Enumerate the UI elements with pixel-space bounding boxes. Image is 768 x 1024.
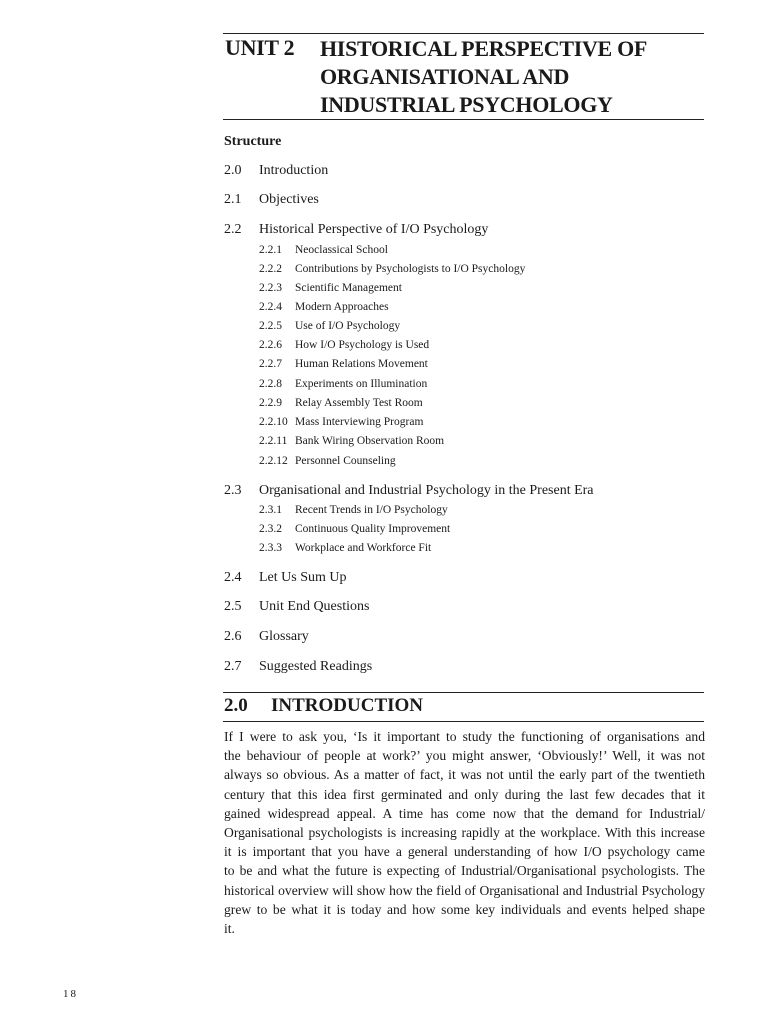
toc-subitem-label: Modern Approaches [295, 301, 389, 313]
toc-subitem-number: 2.2.12 [259, 455, 288, 467]
toc-item-number: 2.3 [224, 483, 242, 498]
toc-subitem [259, 378, 427, 390]
toc-item-label: Historical Perspective of I/O Psychology [259, 222, 489, 237]
toc-subitem [259, 542, 431, 554]
paragraph-line: historical overview will show how the field of Organisational and Industrial Psychology [224, 882, 705, 898]
title-bottom-rule [223, 119, 704, 120]
toc-subitem-label: Contributions by Psychologists to I/O Psychology [295, 263, 526, 275]
paragraph-line: century that this idea first germinated and only during the last few decades that it [224, 786, 705, 802]
toc-subitem-label: Personnel Counseling [295, 455, 396, 467]
paragraph-line: always so obvious. As a matter of fact, it was not until the early part of the twentieth [224, 767, 705, 783]
toc-item-number: 2.6 [224, 629, 242, 644]
toc-subitem-number: 2.3.1 [259, 504, 282, 516]
toc-subitem-label: Human Relations Movement [295, 358, 428, 370]
introduction-paragraph [224, 727, 705, 938]
toc-subitem-number: 2.2.8 [259, 378, 282, 390]
toc-subitem [259, 263, 525, 275]
paragraph-line: the behaviour of people at work?’ you might answer, ‘Obviously!’ Well, it was not [224, 748, 705, 764]
toc-subitem-label: Use of I/O Psychology [295, 320, 401, 332]
toc-item [224, 192, 319, 208]
toc-item-label: Glossary [259, 629, 309, 644]
toc-subitem [259, 397, 423, 409]
toc-subitem-label: Bank Wiring Observation Room [295, 435, 445, 447]
unit-title-line: INDUSTRIAL PSYCHOLOGY [320, 92, 613, 117]
toc-item-number: 2.2 [224, 222, 242, 237]
toc-item [224, 163, 328, 179]
toc-subitem-number: 2.3.2 [259, 523, 282, 535]
toc-item [224, 570, 347, 586]
toc-subitem-label: Scientific Management [295, 282, 402, 294]
toc-subitem [259, 301, 389, 313]
toc-subitem-number: 2.2.3 [259, 282, 282, 294]
toc-subitem-number: 2.2.7 [259, 358, 282, 370]
toc-subitem [259, 455, 396, 467]
toc-subitem-label: How I/O Psychology is Used [295, 339, 430, 351]
toc-item-number: 2.4 [224, 570, 242, 585]
toc-subitem-number: 2.2.10 [259, 416, 288, 428]
toc-item [224, 659, 372, 675]
toc-subitem-number: 2.2.2 [259, 263, 282, 275]
toc-subitem-label: Mass Interviewing Program [295, 416, 424, 428]
paragraph-line: gained widespread appeal. A time has come now that the demand for Industrial/ [224, 805, 705, 821]
toc-subitem-number: 2.3.3 [259, 542, 282, 554]
paragraph-line: If I were to ask you, ‘Is it important to study the functioning of organisations and [224, 729, 705, 744]
toc-subitem-number: 2.2.4 [259, 301, 282, 313]
paragraph-line: Organisational psychologists is increasing rapidly at the workplace. With this increase [224, 825, 705, 841]
toc-item [224, 629, 309, 645]
toc-subitem-number: 2.2.9 [259, 397, 282, 409]
toc-item-label: Let Us Sum Up [259, 570, 347, 585]
section-top-rule [223, 692, 704, 693]
toc-subitem-label: Relay Assembly Test Room [295, 397, 423, 409]
toc-item-label: Introduction [259, 163, 329, 178]
toc-item [224, 483, 594, 499]
unit-label: UNIT 2 [225, 35, 295, 60]
toc-subitem [259, 320, 400, 332]
toc-item-label: Suggested Readings [259, 659, 373, 674]
toc-subitem-label: Neoclassical School [295, 244, 388, 256]
toc-subitem-number: 2.2.1 [259, 244, 282, 256]
paragraph-line: grew to be what it is today and how some key individuals and events helped shape [224, 901, 705, 917]
toc-subitem-label: Workplace and Workforce Fit [295, 542, 432, 554]
toc-subitem-label: Experiments on Illumination [295, 378, 428, 390]
toc-item-label: Unit End Questions [259, 599, 370, 614]
toc-item-number: 2.5 [224, 599, 242, 614]
paragraph-line: it is important that you have a general understanding of how I/O psychology came [224, 844, 705, 860]
unit-title-line: ORGANISATIONAL AND [320, 64, 570, 89]
toc-item-label: Objectives [259, 192, 319, 207]
toc-subitem-number: 2.2.6 [259, 339, 282, 351]
section-bottom-rule [223, 721, 704, 722]
paragraph-line: to be and what the future is expecting of Industrial/Organisational psychologists. The [224, 863, 705, 879]
page-number: 18 [63, 988, 78, 1000]
toc-item [224, 222, 488, 238]
section-title: INTRODUCTION [271, 695, 424, 716]
toc-subitem-number: 2.2.5 [259, 320, 282, 332]
toc-item [224, 599, 369, 615]
toc-subitem [259, 435, 444, 447]
toc-subitem [259, 416, 423, 428]
toc-subitem [259, 339, 429, 351]
toc-subitem [259, 504, 448, 516]
top-rule [223, 33, 704, 34]
unit-title [320, 35, 710, 119]
toc-subitem [259, 282, 402, 294]
toc-subitem [259, 523, 450, 535]
toc-item-number: 2.1 [224, 192, 242, 207]
paragraph-line: it. [224, 921, 235, 937]
toc-item-label: Organisational and Industrial Psychology in the Present Era [259, 483, 594, 498]
toc-item-number: 2.7 [224, 659, 242, 674]
toc-subitem [259, 358, 428, 370]
toc-item-number: 2.0 [224, 163, 242, 178]
toc-subitem-label: Continuous Quality Improvement [295, 523, 451, 535]
toc-subitem [259, 244, 388, 256]
toc-subitem-number: 2.2.11 [259, 435, 288, 447]
toc-subitem-label: Recent Trends in I/O Psychology [295, 504, 448, 516]
section-number: 2.0 [224, 695, 248, 716]
structure-heading: Structure [224, 134, 282, 149]
unit-title-line: HISTORICAL PERSPECTIVE OF [320, 36, 648, 61]
